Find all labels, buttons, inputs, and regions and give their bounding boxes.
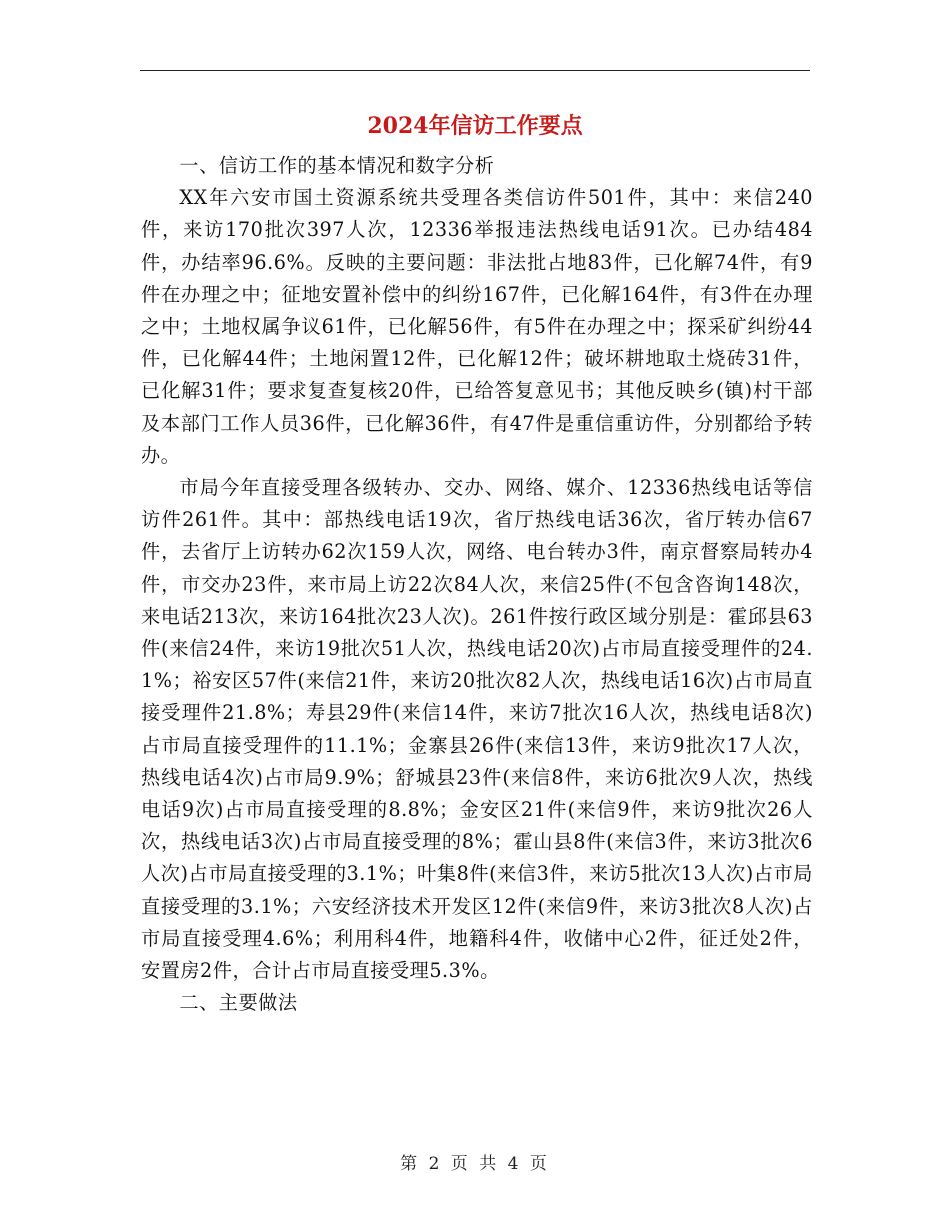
page-number-footer: 第 2 页 共 4 页 [400,1154,550,1174]
paragraph-direct-cases: 市局今年直接受理各级转办、交办、网络、媒介、12336热线电话等信访件261件。其中：部热线电话19次，省厅热线电话36次，省厅转办信67件，去省厅上访转办62次159人次，网络、电台转办3件，南京督察局转办4件，市交办23件，来市局上访22次84人次，来信25件(不包含咨询148次，来电话213次，来访164批次23人次)。261件按行政区域分别是：霍邱县63件(来信24件，来访19批次51人次，热线电话20次)占市局直接受理件的24.1%；裕安区57件(来信21件，来访20批次82人次，热线电话16次)占市局直接受理件21.8%；寿县29件(来信14件，来访7批次16人次，热线电话8次)占市局直接受理件的11.1%；金寨县26件(来信13件，来访9批次17人次，热线电话4次)占市局9.9%；舒城县23件(来信8件，来访6批次9人次，热线电话9次)占市局直接受理的8.8%；金安区21件(来信9件，来访9批次26人次，热线电话3次)占市局直接受理的8%；霍山县8件(来信3件，来访3批次6人次)占市局直接受理的3.1%；叶集8件(来信3件，来访5批次13人次)占市局直接受理的3.1%；六安经济技术开发区12件(来信9件，来访3批次8人次)占市局直接受理4.6%；利用科4件，地籍科4件，收储中心2件，征迁处2件，安置房2件，合计占市局直接受理5.3%。 [141,476,813,983]
section-heading-main-practices: 二、主要做法 [179,991,298,1015]
document-body [141,150,813,1019]
document-title: 2024年信访工作要点 [367,113,583,139]
header-rule [140,70,810,71]
paragraph-summary-statistics: XX年六安市国土资源系统共受理各类信访件501件，其中：来信240件，来访170批次397人次，12336举报违法热线电话91次。已办结484件，办结率96.6%。反映的主要问题：非法批占地83件，已化解74件，有9件在办理之中；征地安置补偿中的纠纷167件，已化解164件，有3件在办理之中；土地权属争议61件，已化解56件，有5件在办理之中；探采矿纠纷44件，已化解44件；土地闲置12件，已化解12件；破坏耕地取土烧砖31件，已化解31件；要求复查复核20件，已给答复意见书；其他反映乡(镇)村干部及本部门工作人员36件，已化解36件，有47件是重信重访件，分别都给予转办。 [141,186,813,467]
section-heading-basic-situation: 一、信访工作的基本情况和数字分析 [179,154,495,177]
